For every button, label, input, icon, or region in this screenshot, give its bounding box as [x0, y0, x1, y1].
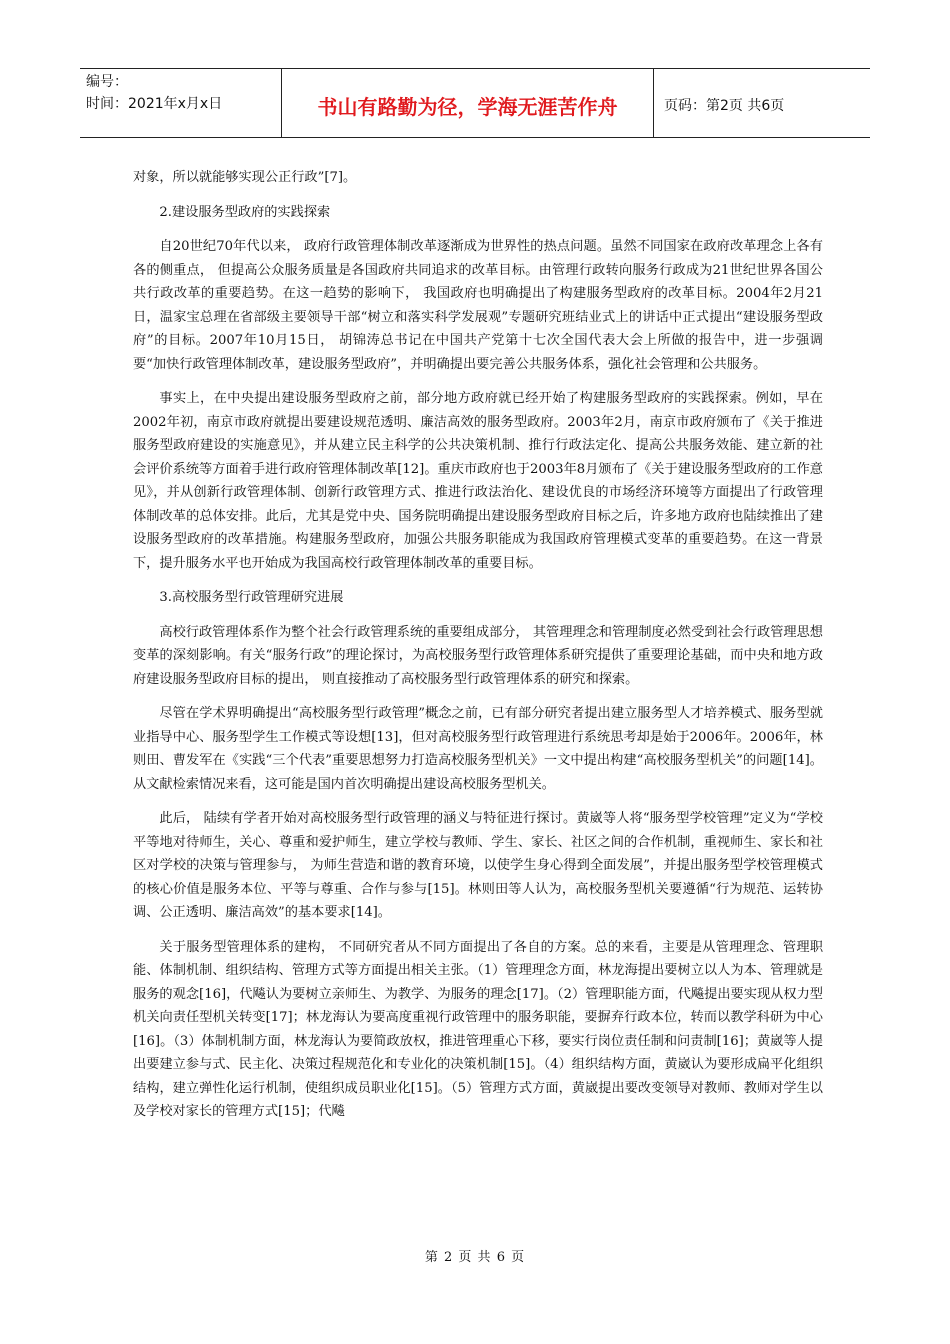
paragraph: 高校行政管理体系作为整个社会行政管理系统的重要组成部分， 其管理理念和管理制度必然受到社会行政管理思想变革的深刻影响。有关“服务行政”的理论探讨，为高校服务型行政管理体系研究提供了重要理论基础，而中央和地方政府建设服务型政府目标的提出， 则直接推动了高校服务型行政管理体系的研究和探索。 [133, 624, 823, 687]
paragraph: 自20世纪70年代以来， 政府行政管理体制改革逐渐成为世界性的热点问题。虽然不同国家在政府改革理念上各有各的侧重点， 但提高公众服务质量是各国政府共同追求的改革目标。由管理行政转向服务行政成为21世纪世界各国公共行政改革的重要趋势。在这一趋势的影响下， 我国政府也明确提出了构建服务型政府的改革目标。2004年2月21日，温家宝总理在省部级主要领导干部“树立和落实科学发展观”专题研究班结业式上的讲话中正式提出“建设服务型政府”的目标。2007年10月15日， 胡锦涛总书记在中国共产党第十七次全国代表大会上所做的报告中，进一步强调要“加快行政管理体制改革，建设服务型政府”，并明确提出要完善公共服务体系，强化社会管理和公共服务。 [133, 239, 823, 372]
header-motto: 书山有路勤为径，学海无涯苦作舟 [282, 69, 654, 137]
header-meta [80, 69, 282, 137]
page-header [80, 68, 870, 138]
paragraph: 对象，所以就能够实现公正行政”[7]。 [133, 170, 357, 185]
time-label: 时间：2021年x月x日 [86, 96, 223, 112]
document-body [133, 166, 823, 1135]
paragraph: 事实上，在中央提出建设服务型政府之前，部分地方政府就已经开始了构建服务型政府的实践探索。例如，早在2002年初，南京市政府就提出要建设规范透明、廉洁高效的服务型政府。2003年2月，南京市政府颁布了《关于推进服务型政府建设的实施意见》，并从建立民主科学的公共决策机制、推行行政法定化、提高公共服务效能、建立新的社会评价系统等方面着手进行政府管理体制改革[12]。重庆市政府也于2003年8月颁布了《关于建设服务型政府的工作意见》，并从创新行政管理体制、创新行政管理方式、推进行政法治化、建设优良的市场经济环境等方面提出了行政管理体制改革的总体安排。此后，尤其是党中央、国务院明确提出建设服务型政府目标之后，许多地方政府也陆续推出了建设服务型政府的改革措施。构建服务型政府，加强公共服务职能成为我国政府管理模式变革的重要趋势。在这一背景下，提升服务水平也开始成为我国高校行政管理体制改革的重要目标。 [133, 391, 823, 571]
paragraph: 关于服务型管理体系的建构， 不同研究者从不同方面提出了各自的方案。总的来看，主要是从管理理念、管理职能、体制机制、组织结构、管理方式等方面提出相关主张。（1）管理理念方面，林龙海提出要树立以人为本、管理就是服务的观念[16]，代飚认为要树立亲师生、为教学、为服务的理念[17]。（2）管理职能方面，代飚提出要实现从权力型机关向责任型机关转变[17]；林龙海认为要高度重视行政管理中的服务职能，要摒弃行政本位，转而以教学科研为中心[16]。（3）体制机制方面，林龙海认为要简政放权，推进管理重心下移，要实行岗位责任制和问责制[16]；黄崴等人提出要建立参与式、民主化、决策过程规范化和专业化的决策机制[15]。（4）组织结构方面，黄崴认为要形成扁平化组织结构，建立弹性化运行机制，使组织成员职业化[15]。（5）管理方式方面，黄崴提出要改变领导对教师、教师对学生以及学校对家长的管理方式[15]；代飚 [133, 939, 823, 1119]
header-page-info: 页码：第2页 共6页 [664, 98, 785, 114]
paragraph: 尽管在学术界明确提出“高校服务型行政管理”概念之前，已有部分研究者提出建立服务型人才培养模式、服务型就业指导中心、服务型学生工作模式等设想[13]，但对高校服务型行政管理进行系统思考却是始于2006年。2006年，林则田、曹发军在《实践“三个代表”重要思想努力打造高校服务型机关》一文中提出构建“高校服务型机关”的问题[14]。从文献检索情况来看，这可能是国内首次明确提出建设高校服务型机关。 [133, 706, 823, 792]
section-heading: 3.高校服务型行政管理研究进展 [159, 590, 344, 605]
code-label: 编号： [86, 74, 128, 90]
paragraph: 此后， 陆续有学者开始对高校服务型行政管理的涵义与特征进行探讨。黄崴等人将“服务型学校管理”定义为“学校平等地对待师生，关心、尊重和爱护师生，建立学校与教师、学生、家长、社区之间的合作机制，重视师生、家长和社区对学校的决策与管理参与， 为师生营造和谐的教育环境，以使学生身心得到全面发展”，并提出服务型学校管理模式的核心价值是服务本位、平等与尊重、合作与参与[15]。林则田等人认为，高校服务型机关要遵循“行为规范、运转协调、公正透明、廉洁高效”的基本要求[14]。 [133, 811, 823, 920]
section-heading: 2.建设服务型政府的实践探索 [159, 204, 331, 220]
page-footer: 第 2 页 共 6 页 [424, 1250, 526, 1265]
